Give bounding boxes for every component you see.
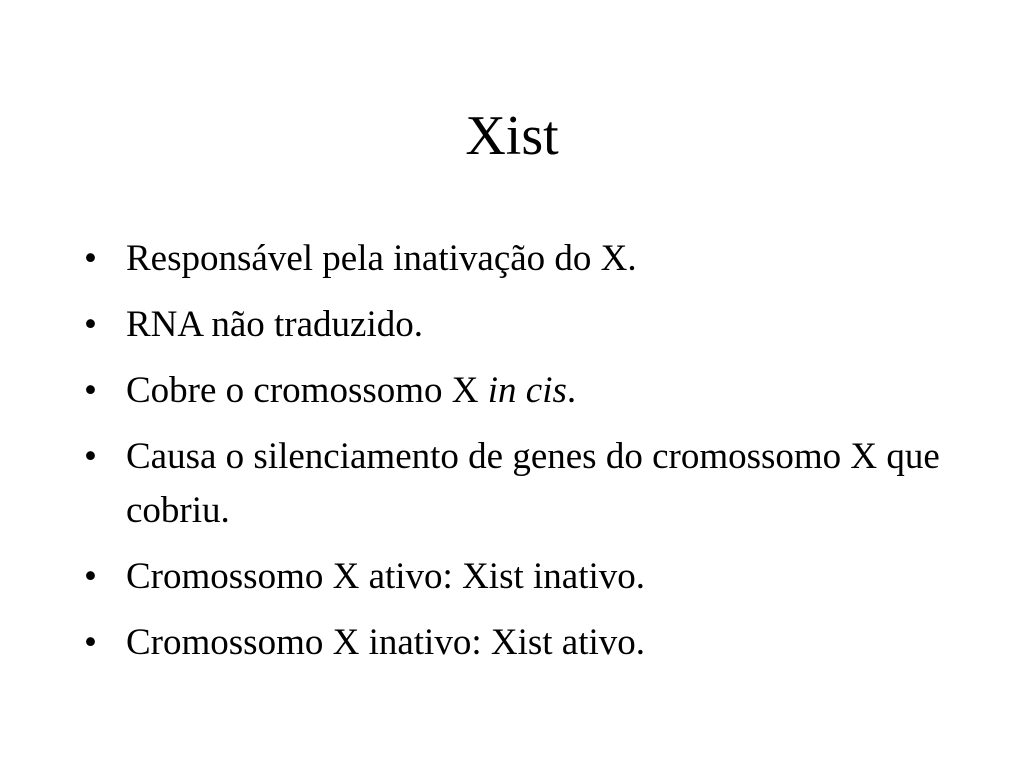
bullet-item bbox=[84, 430, 964, 538]
bullet-text: Responsável pela inativação do X. bbox=[126, 238, 637, 279]
bullet-dot: • bbox=[84, 238, 97, 279]
bullet-dot: • bbox=[84, 622, 97, 663]
bullet-list bbox=[84, 232, 964, 682]
slide-title: Xist bbox=[465, 105, 559, 167]
bullet-item bbox=[84, 232, 964, 286]
bullet-item bbox=[84, 298, 964, 352]
bullet-text-plain: Cobre o cromossomo X bbox=[126, 370, 488, 411]
bullet-text: Cromossomo X ativo: Xist inativo. bbox=[126, 556, 646, 597]
bullet-dot: • bbox=[84, 304, 97, 345]
bullet-item bbox=[84, 550, 964, 604]
bullet-text: Causa o silenciamento de genes do cromossomo X que cobriu. bbox=[126, 436, 940, 531]
bullet-text: RNA não traduzido. bbox=[126, 304, 423, 345]
bullet-text-italic: in cis bbox=[487, 370, 567, 411]
bullet-item bbox=[84, 616, 964, 670]
bullet-dot: • bbox=[84, 436, 97, 477]
bullet-dot: • bbox=[84, 556, 97, 597]
bullet-dot: • bbox=[84, 370, 97, 411]
bullet-text-end: . bbox=[566, 370, 577, 411]
bullet-item bbox=[84, 364, 964, 418]
bullet-text: Cromossomo X inativo: Xist ativo. bbox=[126, 622, 646, 663]
bullet-text bbox=[126, 370, 576, 411]
